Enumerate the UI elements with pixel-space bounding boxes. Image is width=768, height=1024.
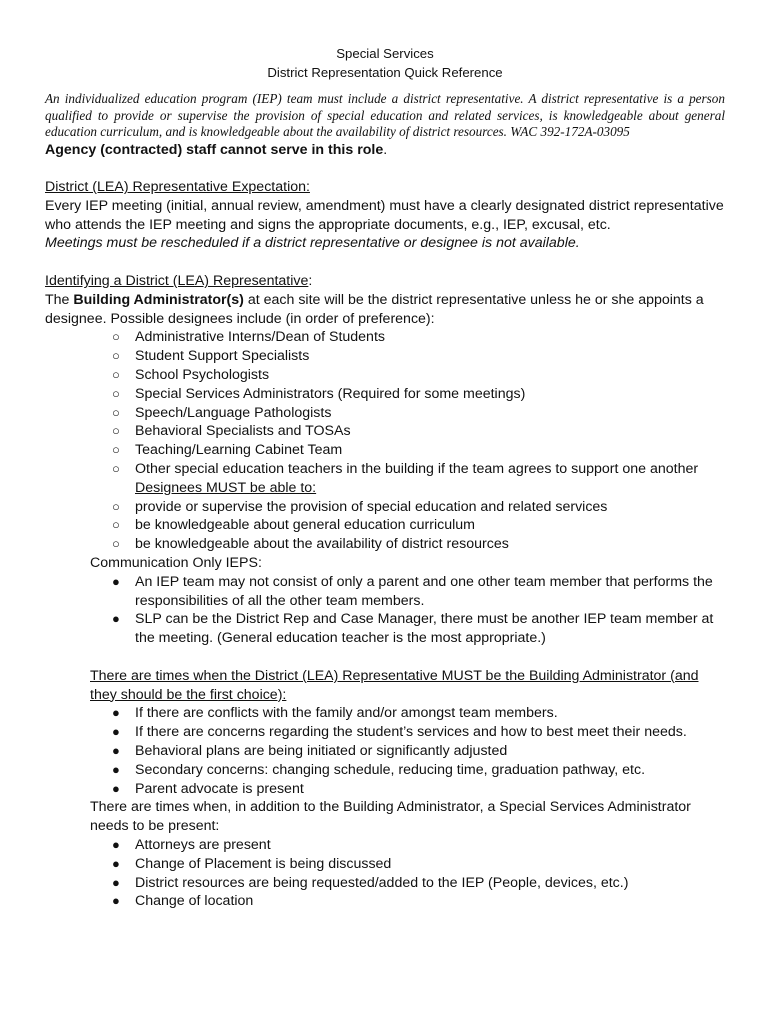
identifying-heading <box>45 272 725 291</box>
identifying-heading-colon: : <box>308 273 313 290</box>
circle-bullet-icon: ○ <box>112 329 120 345</box>
list-item-text: An IEP team may not consist of only a parent and one other team member that performs the responsibilities of all the other team members. <box>135 573 713 609</box>
list-item-text: be knowledgeable about the availability of district resources <box>135 536 509 553</box>
list-item-text: provide or supervise the provision of special education and related services <box>135 498 608 515</box>
list-item <box>45 516 725 535</box>
list-item-text: Speech/Language Pathologists <box>135 404 332 421</box>
dot-bullet-icon: ● <box>112 836 120 852</box>
list-item <box>45 874 725 893</box>
dot-bullet-icon: ● <box>112 743 120 758</box>
list-item <box>45 498 725 517</box>
dot-bullet-icon: ● <box>112 705 120 721</box>
agency-note <box>45 141 725 160</box>
list-item <box>45 441 725 460</box>
designees-must-heading-text: Designees MUST be able to: <box>135 479 317 496</box>
circle-bullet-icon: ○ <box>112 442 120 458</box>
intro-paragraph <box>45 91 725 141</box>
admin-required-heading-text: There are times when the District (LEA) Representative MUST be the Building Administrator (and they should be the first choice): <box>90 667 699 703</box>
list-item-text: Change of location <box>135 893 254 910</box>
special-services-list <box>45 836 725 911</box>
dot-bullet-icon: ● <box>112 611 120 627</box>
circle-bullet-icon: ○ <box>112 423 120 439</box>
expectation-body: Every IEP meeting (initial, annual review, amendment) must have a clearly designated district representative who attends the IEP meeting and signs the appropriate documents, e.g., IEP, excusal, etc. <box>45 197 724 233</box>
agency-note-bold: Agency (contracted) staff cannot serve in this role <box>45 141 384 158</box>
circle-bullet-icon: ○ <box>112 348 120 364</box>
circle-bullet-icon: ○ <box>112 367 120 383</box>
designees-list <box>45 328 725 478</box>
dot-bullet-icon: ● <box>112 855 120 871</box>
list-item-text: be knowledgeable about general education curriculum <box>135 517 475 534</box>
list-item-text: Change of Placement is being discussed <box>135 855 392 872</box>
list-item <box>45 404 725 423</box>
admin-required-heading <box>45 667 725 705</box>
list-item-text: Administrative Interns/Dean of Students <box>135 329 385 346</box>
list-item <box>45 855 725 874</box>
document-page <box>45 44 725 911</box>
agency-note-end: . <box>383 141 388 158</box>
dot-bullet-icon: ● <box>112 874 120 890</box>
document-title: Special Services <box>336 46 434 61</box>
list-item <box>45 610 725 648</box>
list-item <box>45 460 725 479</box>
list-item-text: School Psychologists <box>135 367 270 384</box>
building-admin-bold: Building Administrator(s) <box>73 291 244 308</box>
list-item <box>45 385 725 404</box>
designees-must-heading <box>45 479 725 498</box>
designees-must-list <box>45 498 725 554</box>
circle-bullet-icon: ○ <box>112 385 120 401</box>
list-item <box>45 328 725 347</box>
circle-bullet-icon: ○ <box>112 461 120 477</box>
document-subtitle: District Representation Quick Reference <box>267 65 503 80</box>
dot-bullet-icon: ● <box>112 724 120 740</box>
list-item <box>45 780 725 799</box>
list-item <box>45 366 725 385</box>
list-item <box>45 742 725 761</box>
list-item-text: If there are concerns regarding the student’s services and how to best meet their needs. <box>135 724 687 741</box>
list-item-text: If there are conflicts with the family and/or amongst team members. <box>135 705 558 722</box>
dot-bullet-icon: ● <box>112 893 120 909</box>
circle-bullet-icon: ○ <box>112 498 120 514</box>
list-item <box>45 704 725 723</box>
list-item <box>45 422 725 441</box>
list-item-text: SLP can be the District Rep and Case Manager, there must be another IEP team member at the meeting. (General education teacher is the most appropriate.) <box>135 611 714 647</box>
list-item <box>45 761 725 780</box>
list-item <box>45 723 725 742</box>
expectation-heading: District (LEA) Representative Expectation: <box>45 179 310 196</box>
list-item-text: Behavioral Specialists and TOSAs <box>135 423 351 440</box>
identifying-lead-start: The <box>45 291 74 308</box>
circle-bullet-icon: ○ <box>112 404 120 420</box>
admin-required-list <box>45 704 725 798</box>
identifying-lead-rest: at each site will be the district representative unless he or she appoints a designee. Possible designees include (in order of preference): <box>45 291 704 327</box>
list-item <box>45 892 725 911</box>
communication-heading: Communication Only IEPS: <box>90 555 262 572</box>
communication-list <box>45 573 725 648</box>
circle-bullet-icon: ○ <box>112 517 120 533</box>
dot-bullet-icon: ● <box>112 573 120 589</box>
list-item-text: Parent advocate is present <box>135 780 304 797</box>
list-item-text: Student Support Specialists <box>135 348 310 365</box>
circle-bullet-icon: ○ <box>112 536 120 552</box>
list-item <box>45 535 725 554</box>
list-item <box>45 573 725 611</box>
dot-bullet-icon: ● <box>112 761 120 777</box>
list-item-text: Behavioral plans are being initiated or significantly adjusted <box>135 743 508 759</box>
expectation-note: Meetings must be rescheduled if a district representative or designee is not available. <box>45 235 580 252</box>
list-item <box>45 836 725 855</box>
special-services-heading: There are times when, in addition to the Building Administrator, a Special Services Administrator needs to be present: <box>90 799 691 835</box>
list-item-text: Special Services Administrators (Required for some meetings) <box>135 385 526 402</box>
list-item-text: Teaching/Learning Cabinet Team <box>135 442 343 459</box>
identifying-heading-text: Identifying a District (LEA) Representative <box>45 273 309 290</box>
identifying-lead <box>45 291 725 329</box>
list-item <box>45 347 725 366</box>
list-item-text: Attorneys are present <box>135 836 271 853</box>
intro-text: An individualized education program (IEP) team must include a district representative. A district representative is a person qualified to provide or supervise the provision of special education and related services, is knowledgeable about general education curriculum, and is knowledgeable about the availability of district resources. WAC 392-172A-03095 <box>45 91 725 139</box>
list-item-text: District resources are being requested/added to the IEP (People, devices, etc.) <box>135 874 629 891</box>
list-item-text: Secondary concerns: changing schedule, reducing time, graduation pathway, etc. <box>135 761 646 778</box>
dot-bullet-icon: ● <box>112 780 120 796</box>
list-item-text: Other special education teachers in the building if the team agrees to support one another <box>135 461 699 478</box>
